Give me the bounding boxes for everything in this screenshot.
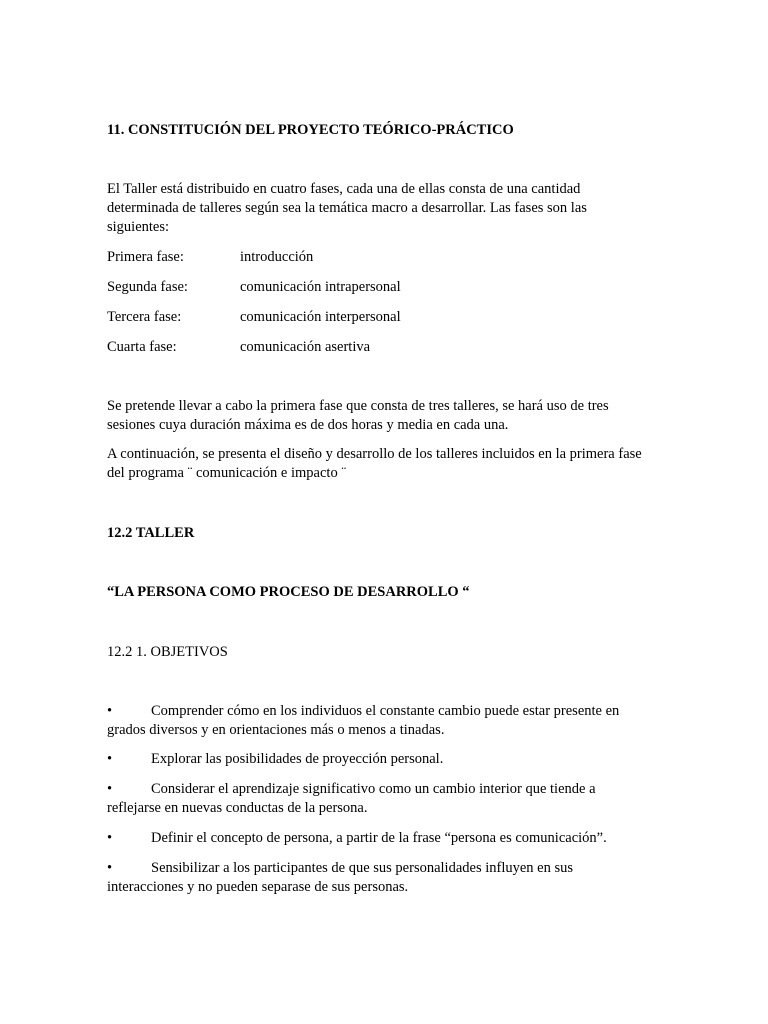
objective-item	[107, 859, 647, 897]
phase-value: comunicación asertiva	[240, 339, 371, 355]
bullet-icon: •	[107, 830, 113, 846]
bullet-icon: •	[107, 703, 113, 719]
continuation-paragraph: A continuación, se presenta el diseño y desarrollo de los talleres incluidos en la primera fase del programa ¨ comunicación e impacto ¨	[107, 446, 642, 481]
objective-text: Comprender cómo en los individuos el constante cambio puede estar presente en grados diversos y en orientaciones más o menos a tinadas.	[107, 703, 620, 738]
objective-item	[107, 702, 647, 740]
phase-row	[107, 308, 647, 327]
plan-paragraph: Se pretende llevar a cabo la primera fase que consta de tres talleres, se hará uso de tres sesiones cuya duración máxima es de dos horas y media en cada una.	[107, 398, 609, 433]
objective-text: Sensibilizar a los participantes de que sus personalidades influyen en sus interacciones y no pueden separase de sus personas.	[107, 860, 574, 895]
phase-row	[107, 338, 647, 357]
phase-row	[107, 248, 647, 267]
workshop-title: “LA PERSONA COMO PROCESO DE DESARROLLO “	[107, 584, 470, 600]
phase-value: introducción	[240, 249, 314, 265]
phase-value: comunicación interpersonal	[240, 309, 401, 325]
phase-label: Cuarta fase:	[107, 339, 177, 355]
bullet-icon: •	[107, 860, 113, 876]
objective-item	[107, 780, 647, 818]
phase-row	[107, 278, 647, 297]
section-11-title: 11. CONSTITUCIÓN DEL PROYECTO TEÓRICO-PRÁCTICO	[107, 122, 514, 138]
objective-text: Definir el concepto de persona, a partir de la frase “persona es comunicación”.	[151, 830, 607, 846]
objectives-heading: 12.2 1. OBJETIVOS	[107, 644, 228, 660]
phase-label: Tercera fase:	[107, 309, 182, 325]
section-12-2-title: 12.2 TALLER	[107, 525, 195, 541]
objective-item	[107, 750, 647, 769]
intro-paragraph: El Taller está distribuido en cuatro fases, cada una de ellas consta de una cantidad determinada de talleres según sea la temática macro a desarrollar. Las fases son las siguientes:	[107, 181, 587, 235]
objective-text: Explorar las posibilidades de proyección personal.	[151, 751, 444, 767]
bullet-icon: •	[107, 781, 113, 797]
bullet-icon: •	[107, 751, 113, 767]
objective-item	[107, 829, 647, 848]
phase-label: Primera fase:	[107, 249, 184, 265]
objective-text: Considerar el aprendizaje significativo como un cambio interior que tiende a reflejarse en nuevas conductas de la persona.	[107, 781, 596, 816]
phase-label: Segunda fase:	[107, 279, 188, 295]
phase-value: comunicación intrapersonal	[240, 279, 401, 295]
